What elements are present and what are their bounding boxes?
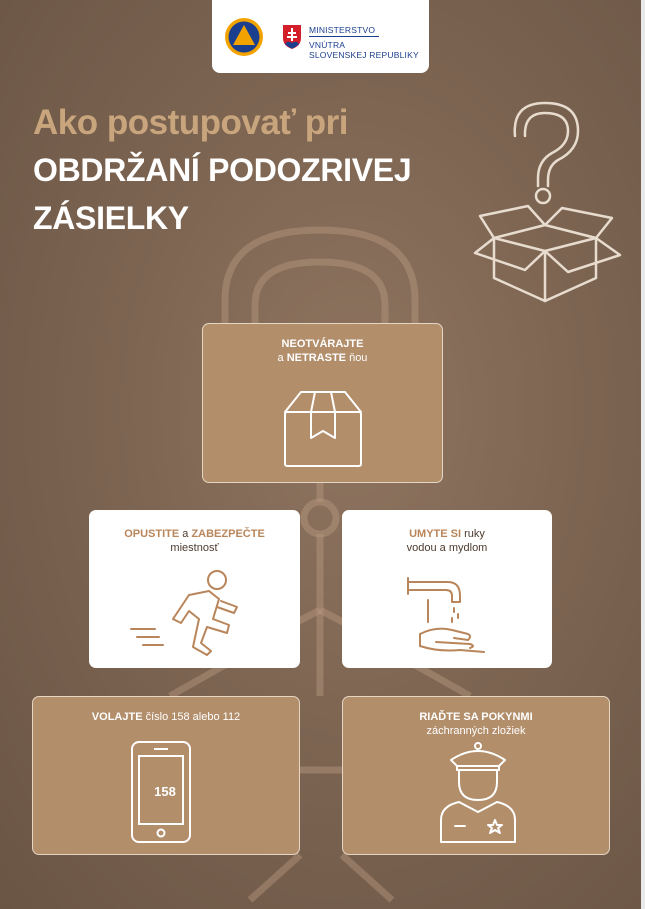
title-line2: OBDRŽANÍ PODOZRIVEJ bbox=[33, 152, 412, 188]
ministry-coat-of-arms-icon bbox=[282, 24, 302, 50]
step-card-do-not-open bbox=[202, 323, 443, 483]
step-card-call-emergency bbox=[32, 696, 300, 855]
running-person-icon bbox=[129, 567, 244, 657]
step-card-follow-instructions bbox=[342, 696, 610, 855]
step-4-line1 bbox=[33, 710, 299, 724]
step-4-text1: číslo 158 alebo 112 bbox=[142, 711, 241, 723]
step-1-line2 bbox=[203, 351, 442, 365]
step-3-line1 bbox=[342, 527, 552, 541]
civil-protection-logo-icon bbox=[224, 17, 264, 57]
step-4-highlight1: VOLAJTE bbox=[91, 711, 143, 723]
step-2-highlight2: ZABEZPEČTE bbox=[191, 528, 265, 540]
title-line3: ZÁSIELKY bbox=[33, 200, 189, 236]
ministry-name-line3: SLOVENSKEJ REPUBLIKY bbox=[309, 50, 419, 60]
ministry-name-line1: MINISTERSTVO bbox=[309, 25, 376, 35]
step-2-highlight1: OPUSTITE bbox=[124, 528, 180, 540]
question-mark-open-box-icon bbox=[470, 98, 625, 308]
package-icon bbox=[281, 388, 365, 470]
step-5-line1 bbox=[343, 710, 609, 724]
phone-number-label: 158 bbox=[154, 784, 176, 799]
step-card-leave-room bbox=[89, 510, 300, 668]
step-1-highlight2: NETRASTE bbox=[286, 352, 347, 364]
step-3-highlight1: UMYTE SI bbox=[409, 528, 462, 540]
step-2-line2: miestnosť bbox=[170, 542, 219, 554]
step-3-line2: vodou a mydlom bbox=[406, 542, 488, 554]
step-3-text1: ruky bbox=[461, 528, 485, 540]
ministry-divider bbox=[309, 36, 379, 37]
logo-bar bbox=[212, 0, 429, 73]
step-1-highlight1: NEOTVÁRAJTE bbox=[281, 338, 364, 350]
step-5-highlight1: RIAĎTE SA POKYNMI bbox=[419, 711, 533, 723]
washing-hands-icon bbox=[406, 576, 488, 658]
step-1-text2: ňou bbox=[346, 352, 368, 364]
step-1-line1 bbox=[203, 337, 442, 351]
step-card-wash-hands bbox=[342, 510, 552, 668]
ministry-name-line2: VNÚTRA bbox=[309, 40, 346, 50]
police-officer-icon bbox=[437, 740, 519, 844]
title-line1: Ako postupovať pri bbox=[33, 103, 349, 142]
step-2-text1: a bbox=[179, 528, 192, 540]
step-2-line1 bbox=[89, 527, 300, 541]
step-5-line2: záchranných zložiek bbox=[426, 725, 526, 737]
page-edge bbox=[641, 0, 645, 909]
step-1-prefix: a bbox=[277, 352, 287, 364]
